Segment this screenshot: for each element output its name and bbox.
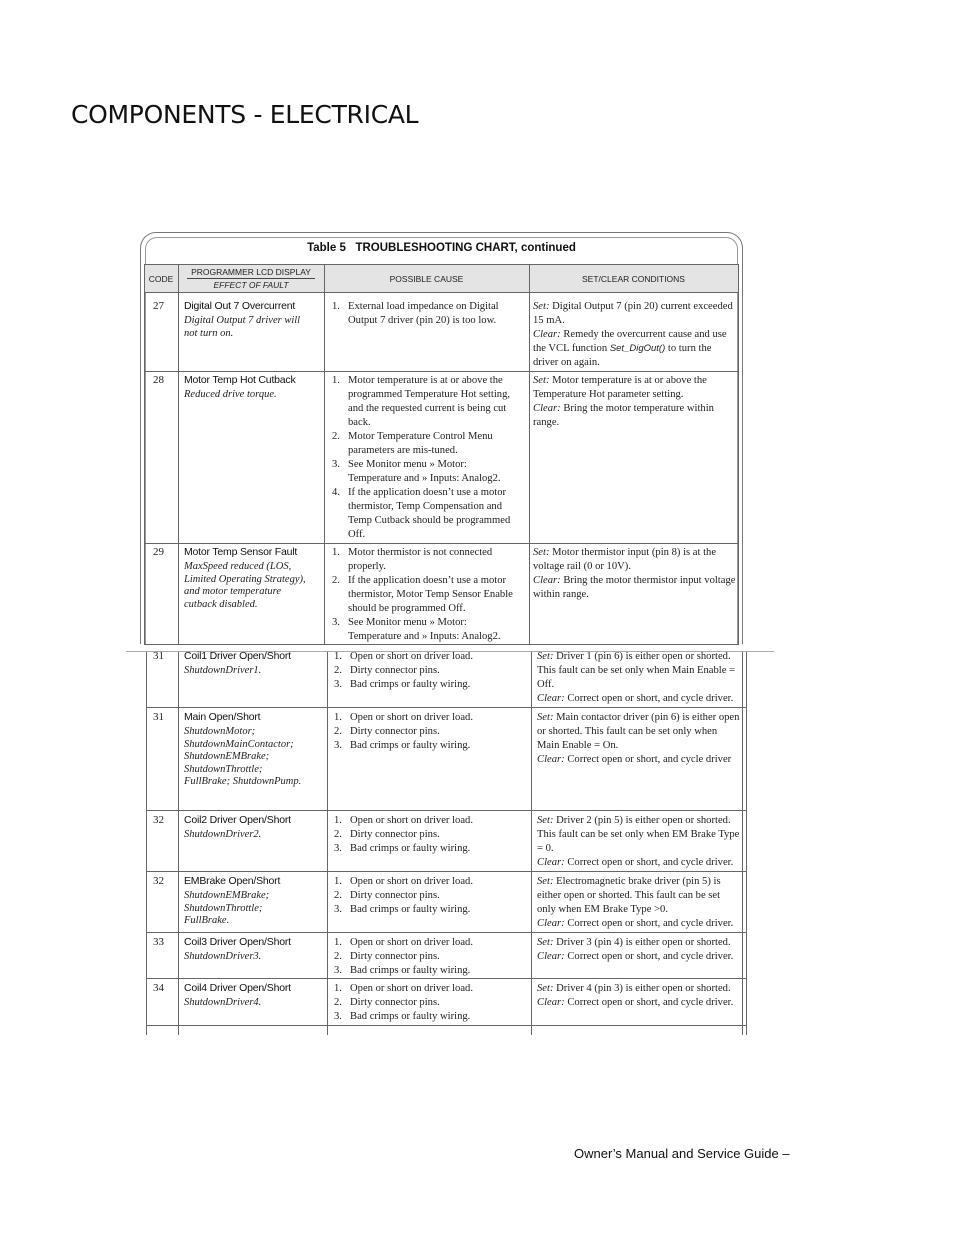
cause-number: 3. [332, 617, 340, 628]
cause-number: 1. [334, 937, 342, 948]
cause-text: See Monitor menu » Motor: Temperature and » Inputs: Analog2. [348, 459, 501, 484]
cause-number: 3. [334, 904, 342, 915]
list-item [334, 678, 519, 692]
clear-label: Clear: [537, 951, 565, 962]
clear-text: Correct open or short, and cycle driver. [567, 997, 734, 1008]
fault-effect: ShutdownDriver3. [184, 951, 262, 962]
row-conditions [533, 374, 736, 430]
cause-text: Open or short on driver load. [350, 651, 473, 662]
cause-list [332, 546, 517, 644]
cause-number: 2. [334, 890, 342, 901]
fault-effect: MaxSpeed reduced (LOS, Limited Operating Strategy), and motor temperature cutback disabled. [184, 561, 306, 610]
header-cause-label: POSSIBLE CAUSE [389, 273, 464, 284]
cause-number: 3. [334, 1011, 342, 1022]
cause-number: 2. [334, 997, 342, 1008]
fault-effect: Digital Output 7 driver will not turn on. [184, 315, 301, 339]
set-label: Set: [537, 651, 554, 662]
clear-text: Correct open or short, and cycle driver. [567, 693, 734, 704]
cause-text: Dirty connector pins. [350, 890, 440, 901]
cause-number: 2. [334, 951, 342, 962]
set-text: Main contactor driver (pin 6) is either open or shorted. This fault can be set only when Main Enable = On. [537, 712, 740, 751]
row-code: 33 [153, 936, 164, 948]
cause-text: Bad crimps or faulty wiring. [350, 679, 471, 690]
row-conditions [537, 650, 740, 706]
clear-label: Clear: [537, 754, 565, 765]
fault-name: Coil4 Driver Open/Short [184, 982, 291, 994]
row-display [184, 814, 322, 842]
cause-text: If the application doesn’t use a motor thermistor, Temp Compensation and Temp Cutback should be programmed Off. [348, 487, 511, 540]
row-display [184, 982, 322, 1010]
row-code: 34 [153, 982, 164, 994]
cause-list [334, 936, 519, 978]
set-text: Driver 4 (pin 3) is either open or shorted. [556, 983, 731, 994]
cause-number: 1. [334, 651, 342, 662]
list-item [334, 889, 519, 903]
cause-text: Dirty connector pins. [350, 951, 440, 962]
header-display-line2: EFFECT OF FAULT [213, 280, 289, 290]
cause-list [334, 814, 519, 856]
set-text: Electromagnetic brake driver (pin 5) is either open or shorted. This fault can be set only when EM Brake Type >0. [537, 876, 721, 915]
row-display [184, 711, 322, 789]
cause-number: 1. [334, 983, 342, 994]
fault-name: Coil2 Driver Open/Short [184, 814, 291, 826]
header-code-label: CODE [148, 273, 174, 284]
cause-text: External load impedance on Digital Output 7 driver (pin 20) is too low. [348, 301, 499, 326]
cause-list [334, 982, 519, 1024]
set-text: Driver 3 (pin 4) is either open or shorted. [556, 937, 731, 948]
cause-number: 3. [332, 459, 340, 470]
page-heading: COMPONENTS - ELECTRICAL [71, 100, 419, 129]
clear-text: Correct open or short, and cycle driver. [567, 918, 734, 929]
row-display [184, 650, 322, 678]
row-code: 32 [153, 875, 164, 887]
list-item [334, 828, 519, 842]
set-label: Set: [537, 712, 554, 723]
cause-number: 2. [332, 575, 340, 586]
cause-number: 1. [332, 547, 340, 558]
grid-line [146, 978, 746, 979]
fault-effect: ShutdownDriver2. [184, 829, 262, 840]
clear-label: Clear: [537, 693, 565, 704]
grid-line [746, 652, 747, 1035]
list-item [334, 982, 519, 996]
list-item [334, 936, 519, 950]
cause-text: Dirty connector pins. [350, 726, 440, 737]
fault-name: Motor Temp Sensor Fault [184, 546, 298, 558]
row-display [184, 374, 322, 402]
set-label: Set: [537, 937, 554, 948]
cause-text: Bad crimps or faulty wiring. [350, 904, 471, 915]
set-text: Digital Output 7 (pin 20) current exceeded 15 mA. [533, 301, 733, 326]
header-conditions-label: SET/CLEAR CONDITIONS [582, 273, 685, 284]
cause-number: 2. [332, 431, 340, 442]
cause-number: 4. [332, 487, 340, 498]
grid-line [146, 871, 746, 872]
set-label: Set: [537, 876, 554, 887]
cause-text: Open or short on driver load. [350, 876, 473, 887]
list-item [334, 725, 519, 739]
row-code: 28 [153, 374, 164, 386]
cause-text: Dirty connector pins. [350, 829, 440, 840]
grid-line [146, 707, 746, 708]
list-item [332, 616, 517, 644]
table-title [141, 242, 742, 254]
list-item [332, 486, 517, 542]
set-label: Set: [537, 815, 554, 826]
row-conditions [537, 982, 740, 1010]
grid-line [144, 371, 738, 372]
cause-text: Open or short on driver load. [350, 983, 473, 994]
cause-text: Bad crimps or faulty wiring. [350, 740, 471, 751]
fault-effect: ShutdownMotor; ShutdownMainContactor; ShutdownEMBrake; ShutdownThrottle; FullBrake; ShutdownPump. [184, 726, 302, 787]
clear-label: Clear: [537, 857, 565, 868]
clear-text: Bring the motor temperature within range. [533, 403, 714, 428]
cause-text: Bad crimps or faulty wiring. [350, 1011, 471, 1022]
clear-label: Clear: [533, 575, 561, 586]
clear-text: Remedy the overcurrent cause and use the VCL function [533, 329, 727, 354]
list-item [332, 300, 517, 328]
clear-label: Clear: [537, 918, 565, 929]
cause-text: Open or short on driver load. [350, 712, 473, 723]
fault-effect: ShutdownDriver4. [184, 997, 262, 1008]
row-code: 32 [153, 814, 164, 826]
cause-number: 2. [334, 726, 342, 737]
grid-line [144, 644, 738, 645]
list-item [334, 711, 519, 725]
cause-number: 3. [334, 740, 342, 751]
cause-text: Dirty connector pins. [350, 997, 440, 1008]
list-item [332, 458, 517, 486]
grid-line [146, 810, 746, 811]
set-label: Set: [533, 547, 550, 558]
clear-label: Clear: [533, 329, 561, 340]
list-item [334, 842, 519, 856]
row-display [184, 546, 322, 611]
cause-number: 1. [332, 375, 340, 386]
grid-line [144, 543, 738, 544]
row-display [184, 875, 322, 928]
grid-line [529, 264, 530, 645]
list-item [334, 875, 519, 889]
cause-number: 3. [334, 843, 342, 854]
set-text: Driver 2 (pin 5) is either open or shorted. This fault can be set only when EM Brake Type = 0. [537, 815, 740, 854]
set-text: Driver 1 (pin 6) is either open or shorted. This fault can be set only when Main Enable = Off. [537, 651, 736, 690]
cause-list [332, 374, 517, 542]
list-item [332, 430, 517, 458]
clear-function: Set_DigOut() [609, 343, 666, 354]
cause-number: 1. [332, 301, 340, 312]
grid-line [146, 932, 746, 933]
fault-name: Digital Out 7 Overcurrent [184, 300, 296, 312]
cause-list [332, 300, 517, 328]
header-display [178, 264, 324, 293]
header-code [144, 264, 178, 293]
fault-name: EMBrake Open/Short [184, 875, 281, 887]
cause-number: 2. [334, 829, 342, 840]
fault-name: Coil3 Driver Open/Short [184, 936, 291, 948]
table-title-text: TROUBLESHOOTING CHART, continued [355, 242, 576, 254]
cause-text: Motor thermistor is not connected properly. [348, 547, 493, 572]
list-item [334, 903, 519, 917]
row-code: 29 [153, 546, 164, 558]
row-conditions [537, 814, 740, 870]
row-conditions [533, 300, 736, 370]
row-display [184, 936, 322, 964]
cause-number: 1. [334, 876, 342, 887]
fault-name: Coil1 Driver Open/Short [184, 650, 291, 662]
cause-text: Motor temperature is at or above the programmed Temperature Hot setting, and the requested current is being cut back. [348, 375, 511, 428]
clear-label: Clear: [537, 997, 565, 1008]
cause-text: Open or short on driver load. [350, 815, 473, 826]
row-display [184, 300, 322, 340]
cause-number: 1. [334, 712, 342, 723]
cause-text: Bad crimps or faulty wiring. [350, 965, 471, 976]
list-item [334, 814, 519, 828]
fault-effect: ShutdownDriver1. [184, 665, 262, 676]
list-item [332, 374, 517, 430]
grid-line [146, 1025, 746, 1026]
fault-effect: ShutdownEMBrake; ShutdownThrottle; FullBrake. [184, 890, 270, 926]
list-item [334, 996, 519, 1010]
row-code: 31 [153, 711, 164, 723]
row-conditions [537, 936, 740, 964]
row-code: 31 [153, 650, 164, 662]
clear-text: Bring the motor thermistor input voltage within range. [533, 575, 736, 600]
clear-text: Correct open or short, and cycle driver [567, 754, 732, 765]
set-label: Set: [533, 301, 550, 312]
set-text: Motor temperature is at or above the Temperature Hot parameter setting. [533, 375, 707, 400]
header-cause [324, 264, 529, 293]
page-footer: Owner’s Manual and Service Guide – [574, 1146, 790, 1161]
clear-text: Correct open or short, and cycle driver. [567, 951, 734, 962]
cause-number: 3. [334, 965, 342, 976]
clear-text: Correct open or short, and cycle driver. [567, 857, 734, 868]
list-item [334, 739, 519, 753]
fault-name: Motor Temp Hot Cutback [184, 374, 296, 386]
cause-list [334, 875, 519, 917]
cause-list [334, 711, 519, 753]
cause-number: 3. [334, 679, 342, 690]
clear-tail: to turn the driver on again. [533, 343, 712, 368]
grid-line [178, 264, 179, 645]
grid-line [324, 264, 325, 645]
row-conditions [533, 546, 736, 602]
cause-list [334, 650, 519, 692]
list-item [334, 664, 519, 678]
header-conditions [529, 264, 738, 293]
set-label: Set: [537, 983, 554, 994]
cause-text: See Monitor menu » Motor: Temperature and » Inputs: Analog2. [348, 617, 501, 642]
list-item [332, 574, 517, 616]
list-item [334, 950, 519, 964]
clear-label: Clear: [533, 403, 561, 414]
row-conditions [537, 711, 740, 767]
table-title-prefix: Table 5 [307, 242, 346, 254]
list-item [332, 546, 517, 574]
cause-text: Dirty connector pins. [350, 665, 440, 676]
cause-number: 2. [334, 665, 342, 676]
cause-text: If the application doesn’t use a motor thermistor, Motor Temp Sensor Enable should be programmed Off. [348, 575, 513, 614]
set-label: Set: [533, 375, 550, 386]
cause-text: Open or short on driver load. [350, 937, 473, 948]
grid-line [738, 264, 739, 645]
list-item [334, 964, 519, 978]
row-code: 27 [153, 300, 164, 312]
cause-number: 1. [334, 815, 342, 826]
cause-text: Bad crimps or faulty wiring. [350, 843, 471, 854]
header-display-line1: PROGRAMMER LCD DISPLAY [187, 267, 315, 279]
fault-name: Main Open/Short [184, 711, 261, 723]
row-conditions [537, 875, 740, 931]
cause-text: Motor Temperature Control Menu parameters are mis-tuned. [348, 431, 493, 456]
list-item [334, 650, 519, 664]
fault-effect: Reduced drive torque. [184, 389, 277, 400]
list-item [334, 1010, 519, 1024]
grid-line [144, 264, 145, 645]
set-text: Motor thermistor input (pin 8) is at the voltage rail (0 or 10V). [533, 547, 717, 572]
